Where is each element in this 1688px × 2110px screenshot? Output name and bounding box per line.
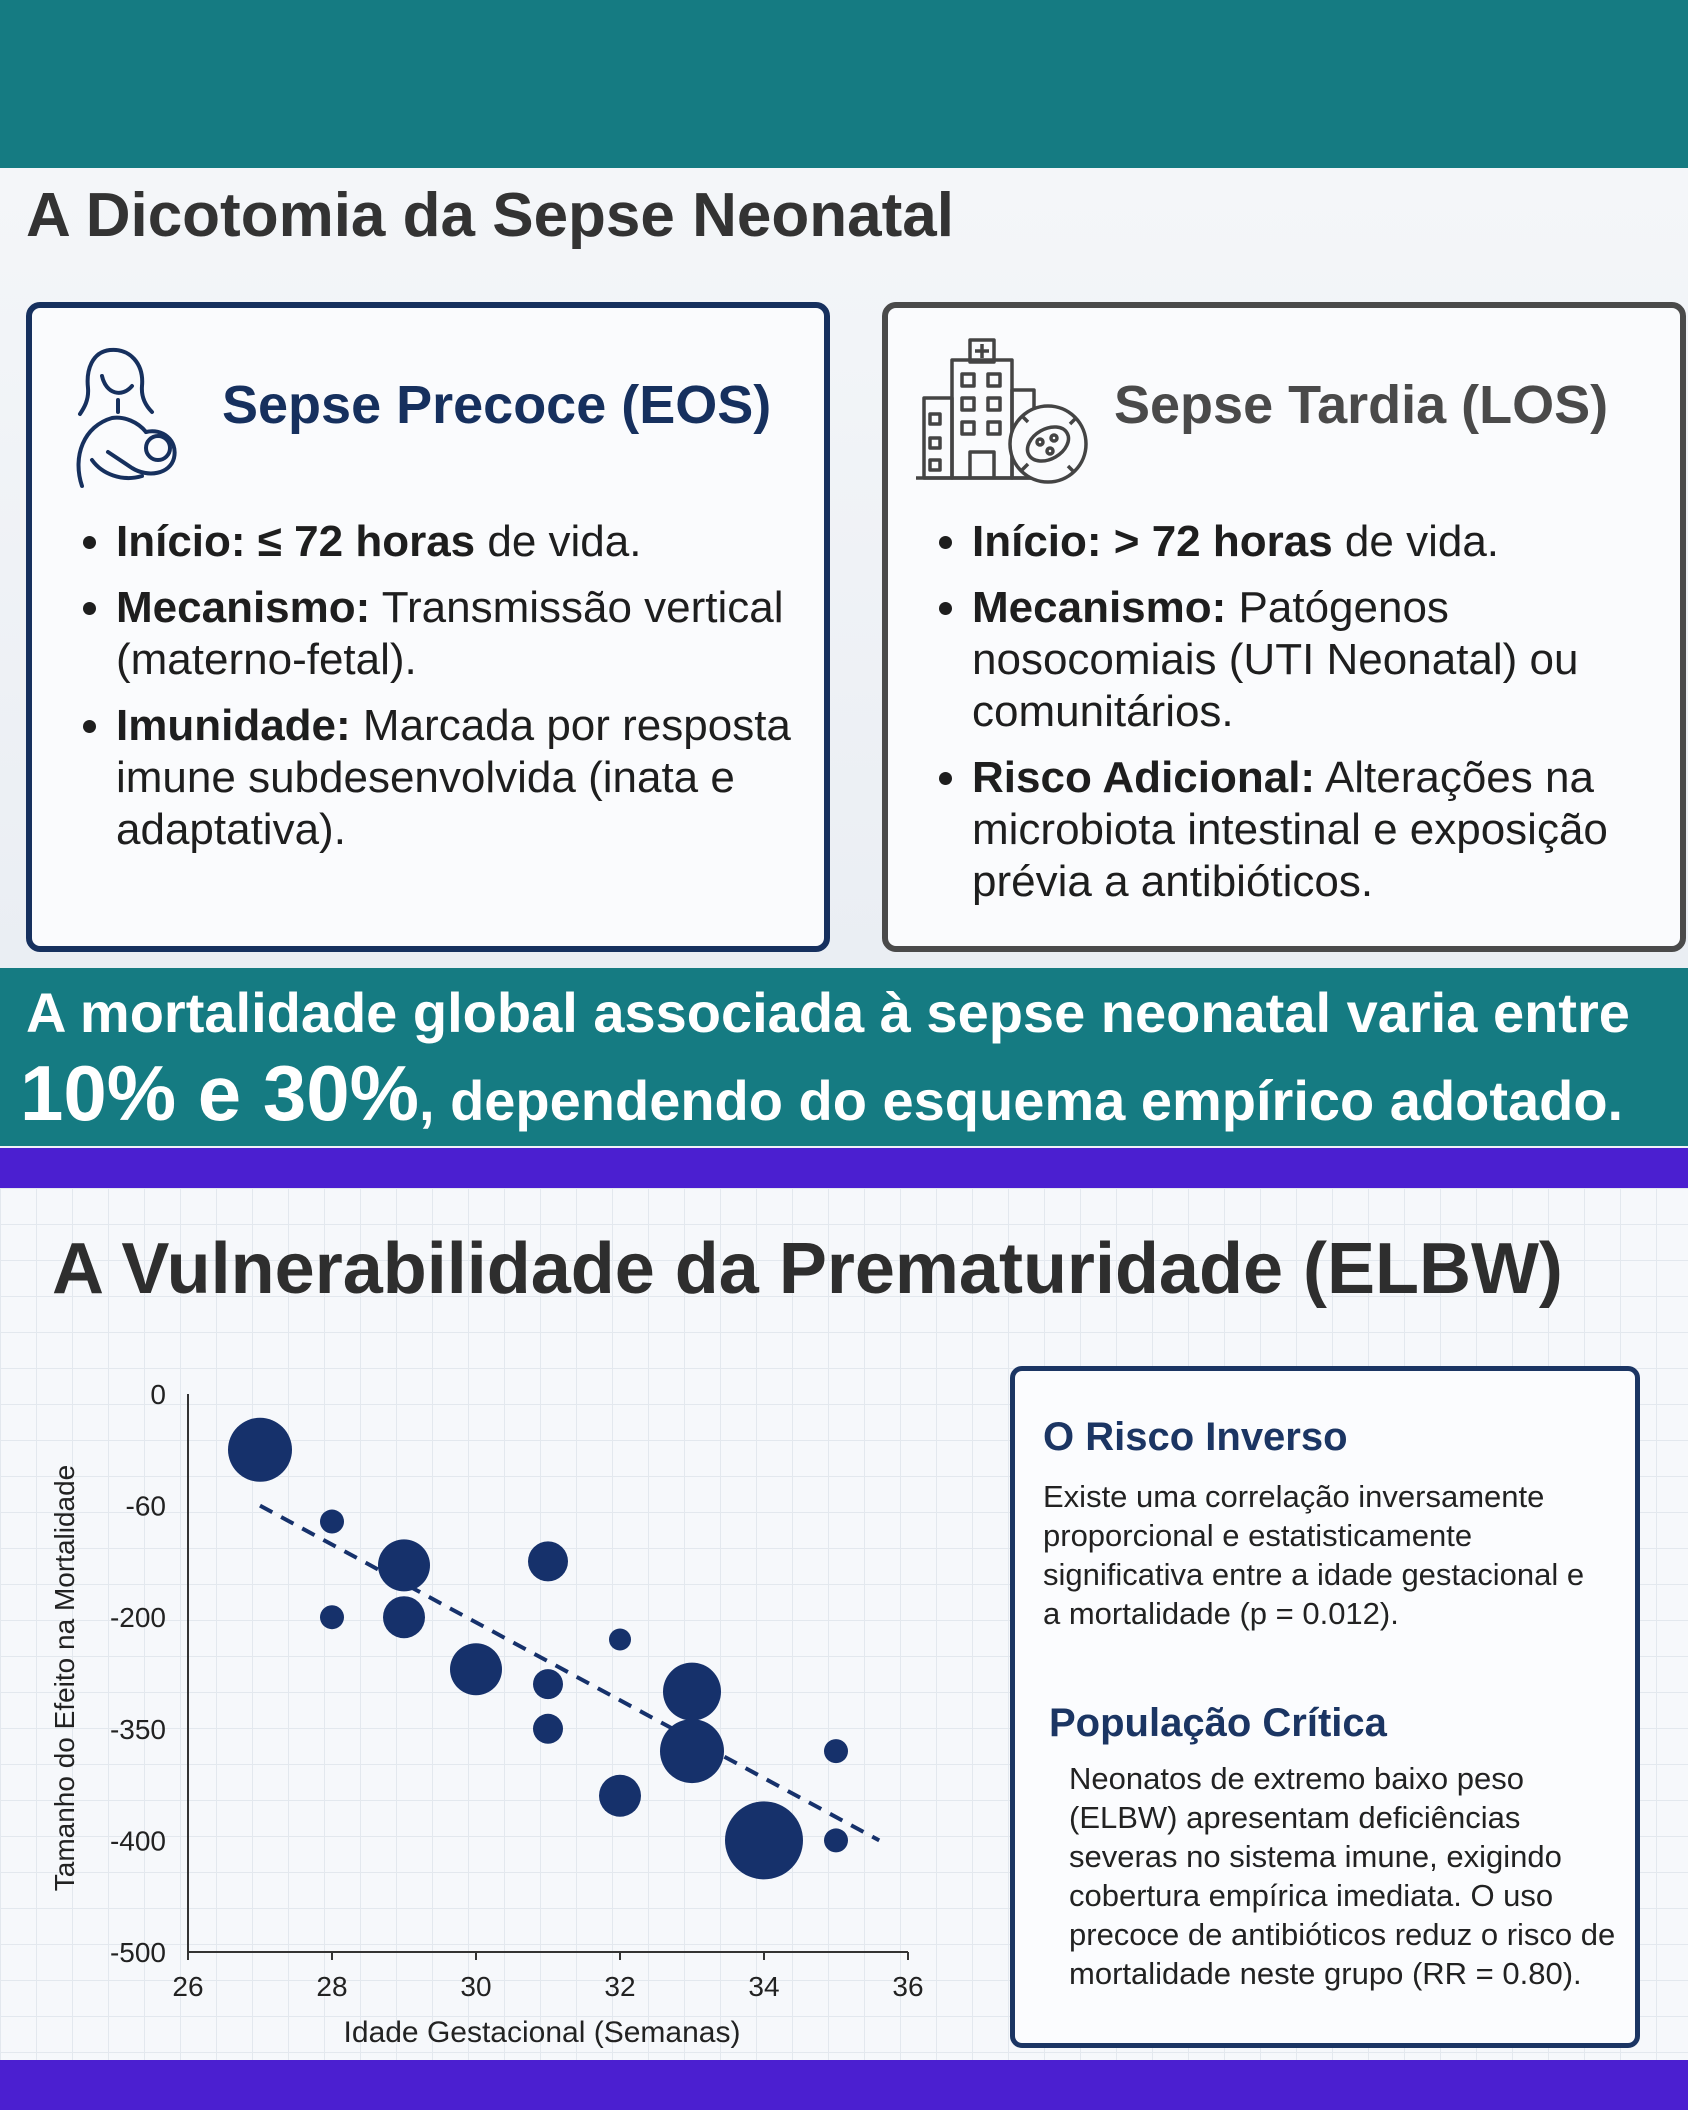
los-list-item: • Início: > 72 horas de vida. xyxy=(972,516,1688,568)
scatter-point xyxy=(660,1719,724,1783)
banner-highlight: 10% e 30% xyxy=(20,1049,419,1137)
eos-list-item: • Imunidade: Marcada por resposta imune subdesenvolvida (inata e adaptativa). xyxy=(116,700,846,856)
x-tick-label: 30 xyxy=(460,1971,492,2002)
eos-list-item: • Início: ≤ 72 horas de vida. xyxy=(116,516,846,568)
y-tick-label: -500 xyxy=(109,1937,166,1968)
card-early-onset-sepsis xyxy=(26,302,830,952)
y-tick-label: 0 xyxy=(150,1379,166,1410)
scatter-point xyxy=(533,1669,563,1699)
footer-bar xyxy=(0,2060,1688,2110)
y-tick-label: -350 xyxy=(109,1713,166,1745)
info-text-inverse-risk: Existe uma correlação inversamente proporcional e estatisticamente significativa entre a idade gestacional e a mortalidade (p = 0.012). xyxy=(1043,1479,1585,1631)
banner-line-2 xyxy=(20,1048,1623,1139)
eos-list xyxy=(76,516,846,870)
scatter-point xyxy=(528,1541,568,1581)
mother-baby-icon xyxy=(62,336,192,496)
scatter-point xyxy=(533,1714,563,1744)
trendline xyxy=(260,1506,879,1841)
x-tick-label: 28 xyxy=(316,1971,348,2002)
hospital-pathogen-icon xyxy=(916,338,1096,488)
scatter-point xyxy=(663,1663,721,1721)
mortality-banner xyxy=(0,968,1688,1146)
y-tick-label: -400 xyxy=(109,1825,166,1857)
scatter-point xyxy=(450,1643,502,1695)
scatter-point xyxy=(725,1801,803,1879)
section-title-dichotomy: A Dicotomia da Sepse Neonatal xyxy=(26,181,954,250)
scatter-point xyxy=(228,1418,292,1482)
x-tick-label: 34 xyxy=(748,1971,780,2002)
top-header-bar xyxy=(0,0,1688,168)
y-tick-label: -60 xyxy=(125,1490,166,1522)
scatter-point xyxy=(824,1739,848,1763)
banner-line-1: A mortalidade global associada à sepse neonatal varia entre xyxy=(26,981,1630,1044)
scatter-chart xyxy=(40,1360,940,2060)
card-title-los: Sepse Tardia (LOS) xyxy=(1114,375,1609,435)
scatter-point xyxy=(320,1510,344,1534)
x-axis-label: Idade Gestacional (Semanas) xyxy=(343,2016,741,2049)
x-tick-label: 32 xyxy=(604,1971,636,2002)
scatter-point xyxy=(609,1629,631,1651)
los-list xyxy=(932,516,1688,922)
los-list-item: • Mecanismo: Patógenos nosocomiais (UTI Neonatal) ou comunitários. xyxy=(972,582,1688,738)
info-heading-critical-population: População Crítica xyxy=(1049,1701,1387,1745)
eos-list-item: • Mecanismo: Transmissão vertical (materno-fetal). xyxy=(116,582,846,686)
section-title-prematurity: A Vulnerabilidade da Prematuridade (ELBW) xyxy=(52,1229,1563,1309)
x-tick-label: 36 xyxy=(892,1971,924,2002)
los-list-item: • Risco Adicional: Alterações na microbiota intestinal e exposição prévia a antibióticos. xyxy=(972,752,1688,908)
divider-bar xyxy=(0,1148,1688,1188)
info-heading-inverse-risk: O Risco Inverso xyxy=(1043,1415,1348,1459)
scatter-point xyxy=(378,1539,430,1591)
scatter-point xyxy=(383,1596,425,1638)
x-tick-label: 26 xyxy=(172,1971,204,2002)
scatter-point xyxy=(824,1828,848,1852)
info-box xyxy=(1010,1366,1640,2048)
banner-rest: , dependendo do esquema empírico adotado. xyxy=(418,1069,1624,1132)
card-title-eos: Sepse Precoce (EOS) xyxy=(222,375,772,435)
y-axis-label: Tamanho do Efeito na Mortalidade xyxy=(49,1464,80,1892)
scatter-point xyxy=(599,1775,641,1817)
y-tick-label: -200 xyxy=(109,1602,166,1634)
card-late-onset-sepsis xyxy=(882,302,1686,952)
info-text-critical-population: Neonatos de extremo baixo peso (ELBW) apresentam deficiências severas no sistema imune, exigindo cobertura empírica imediata. O uso precoce de antibióticos reduz o risco de mortalidade neste grupo (RR = 0.80). xyxy=(1069,1761,1616,1991)
scatter-point xyxy=(320,1605,344,1629)
